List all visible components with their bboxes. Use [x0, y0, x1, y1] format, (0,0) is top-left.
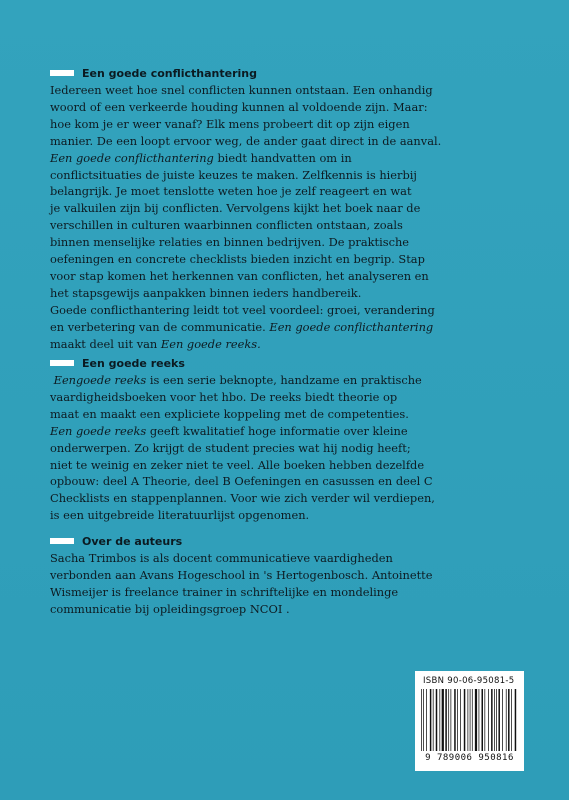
heading-text: Over de auteurs — [82, 534, 183, 548]
body-line: opbouw: deel A Theorie, deel B Oefeningen en casussen en deel C — [50, 474, 433, 489]
body-line: Wismeijer is freelance trainer in schriftelijke en mondelinge — [50, 584, 399, 599]
body-line: onderwerpen. Zo krijgt de student precies wat hij nodig heeft; — [50, 440, 411, 455]
body-line: hoe kom je er weer vanaf? Elk mens probeert dit op zijn eigen — [50, 116, 410, 131]
body-line — [50, 336, 430, 353]
heading-bar-icon — [50, 70, 74, 76]
heading-text: Een goede reeks — [82, 356, 185, 370]
body-line — [50, 319, 434, 336]
body-line: je valkuilen zijn bij conflicten. Vervolgens kijkt het boek naar de — [50, 201, 421, 216]
body-line: Sacha Trimbos is als docent communicatieve vaardigheden — [50, 551, 393, 565]
body-text: en verbetering van de communicatie. — [50, 319, 270, 334]
body-line: verbonden aan Avans Hogeschool in 's Hertogenbosch. Antoinette — [50, 567, 433, 582]
section-heading — [50, 66, 430, 80]
section-conflict-handling — [50, 66, 442, 353]
heading-bar-icon — [50, 360, 74, 366]
ean-number: 9 789006 950816 — [425, 753, 514, 763]
body-line: binnen menselijke relaties en binnen bedrijven. De praktische — [50, 235, 410, 250]
body-line: belangrijk. Je moet tenslotte weten hoe je zelf reageert en wat — [50, 184, 412, 199]
book-title: Een goede conflicthantering — [269, 319, 434, 334]
heading-text: Een goede conflicthantering — [82, 66, 258, 80]
section-body — [50, 82, 442, 353]
body-line — [50, 423, 430, 440]
body-line: voor stap komen het herkennen van conflicten, het analyseren en — [50, 268, 429, 283]
series-title: Eengoede reeks — [53, 373, 147, 387]
body-line: vaardigheidsboeken voor het hbo. De reeks biedt theorie op — [50, 389, 398, 404]
body-line: woord of een verkeerde houding kunnen al voldoende zijn. Maar: — [50, 99, 428, 114]
body-line: conflictsituaties de juiste keuzes te maken. Zelfkennis is hierbij — [50, 167, 417, 182]
body-line: Iedereen weet hoe snel conflicten kunnen ontstaan. Een onhandig — [50, 83, 433, 97]
body-line: communicatie bij opleidingsgroep NCOI . — [50, 601, 290, 616]
section-series — [50, 356, 435, 524]
body-line: verschillen in culturen waarbinnen conflicten ontstaan, zoals — [50, 218, 403, 233]
section-heading — [50, 534, 430, 548]
body-line: is een uitgebreide literatuurlijst opgenomen. — [50, 508, 310, 523]
body-line: het stapsgewijs aanpakken binnen ieders handbereik. — [50, 285, 362, 300]
series-title: Een goede reeks — [50, 423, 147, 438]
body-text: maakt deel uit van — [50, 336, 161, 351]
body-line: Checklists en stappenplannen. Voor wie zich verder wil verdiepen, — [50, 491, 435, 506]
body-line: Goede conflicthantering leidt tot veel voordeel: groei, verandering — [50, 302, 435, 317]
body-text: is een serie beknopte, handzame en praktische — [146, 373, 422, 387]
section-heading — [50, 356, 430, 370]
section-body — [50, 550, 433, 618]
body-line: manier. De een loopt ervoor weg, de ander gaat direct in de aanval. — [50, 133, 442, 148]
book-title: Een goede conflicthantering — [50, 150, 214, 165]
section-body — [50, 372, 435, 524]
barcode-bars-icon — [420, 689, 519, 751]
body-line: maat en maakt een expliciete koppeling met de competenties. — [50, 406, 409, 421]
isbn-number: ISBN 90-06-95081-5 — [423, 676, 515, 686]
body-text: geeft kwalitatief hoge informatie over kleine — [146, 423, 408, 438]
body-line: niet te weinig en zeker niet te veel. Alle boeken hebben dezelfde — [50, 457, 425, 472]
isbn-barcode — [415, 671, 524, 771]
series-title: Een goede reeks. — [160, 336, 261, 351]
heading-bar-icon — [50, 538, 74, 544]
body-line — [50, 150, 430, 167]
body-text: biedt handvatten om in — [213, 150, 352, 165]
body-line: oefeningen en concrete checklists bieden inzicht en begrip. Stap — [50, 252, 425, 267]
section-authors — [50, 534, 433, 618]
body-line — [50, 372, 430, 389]
